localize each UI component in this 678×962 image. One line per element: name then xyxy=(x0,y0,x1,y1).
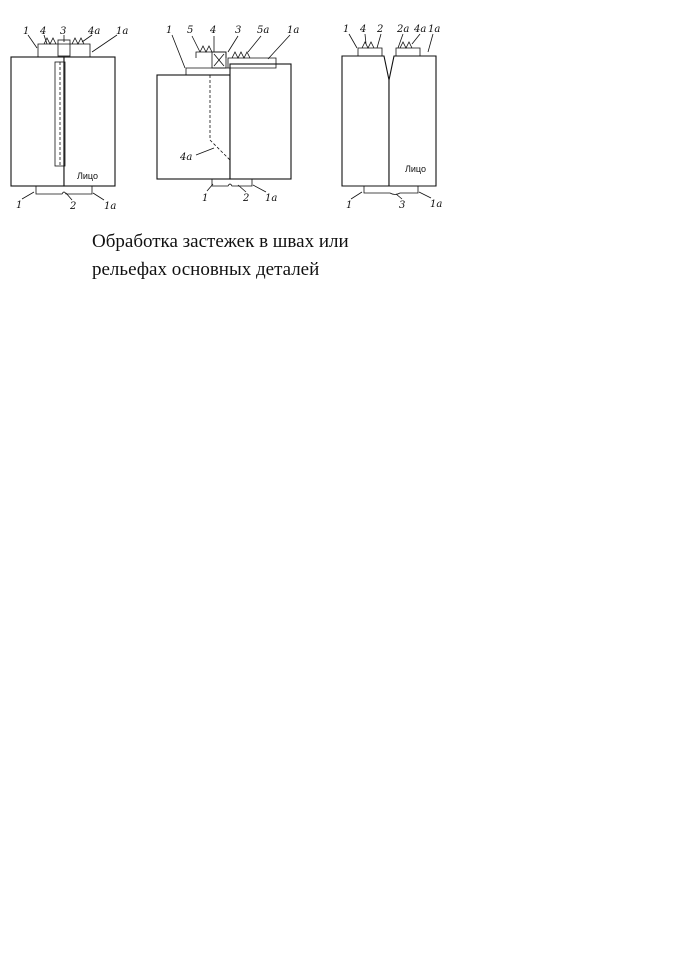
fig1-bottom-leader-1 xyxy=(22,192,34,199)
fig3-bottom-label-3: 3 xyxy=(399,200,406,211)
fig3-label-2: 2 xyxy=(377,24,384,35)
fig2-leader-5a xyxy=(248,36,261,52)
fig1-right-panel xyxy=(64,57,115,186)
fig3-label-1: 1 xyxy=(343,24,350,35)
fig2-cross-mark xyxy=(214,54,224,66)
figure-caption xyxy=(92,228,512,284)
fig1-left-panel xyxy=(11,57,64,186)
fig1-label-4a: 4а xyxy=(88,26,101,37)
fig2-leader-1 xyxy=(172,35,185,68)
fig3-leader-4a xyxy=(412,34,420,44)
fig3-label-4: 4 xyxy=(360,24,367,35)
fig3-leader-1 xyxy=(349,34,357,48)
fig3-leader-2a xyxy=(398,34,403,48)
fig3-label-2a: 2а xyxy=(397,24,410,35)
fig2-label-3: 3 xyxy=(235,25,242,36)
fig2-left-panel xyxy=(157,75,230,179)
fig2-side-label: 4а xyxy=(180,152,193,163)
fig2-bottom-leader-1a xyxy=(253,185,266,192)
fig2-label-4: 4 xyxy=(210,25,217,36)
fig2-label-1: 1 xyxy=(166,25,173,36)
fig3-leader-1a xyxy=(428,34,433,52)
fig1-label-1a: 1а xyxy=(116,26,129,37)
fig3-bottom-leader-3 xyxy=(396,194,402,199)
fig3-bottom-label-1a: 1а xyxy=(430,199,443,210)
fig1-face-label: Лицо xyxy=(77,171,98,181)
fig2-closure-diagram xyxy=(157,25,299,204)
fig2-bottom-label-1a: 1а xyxy=(265,193,278,204)
fig1-bottom-seam xyxy=(36,186,92,194)
caption-line-2: рельефах основных деталей xyxy=(92,259,320,280)
fig3-label-1a: 1а xyxy=(428,24,441,35)
fig3-label-4a: 4а xyxy=(414,24,427,35)
fig3-left-panel xyxy=(342,56,389,186)
fig1-label-1: 1 xyxy=(23,26,30,37)
caption-line-1: Обработка застежек в швах или xyxy=(92,231,349,252)
fig2-bottom-label-1: 1 xyxy=(202,193,209,204)
fig3-bottom-leader-1 xyxy=(351,192,362,199)
fig2-label-5a: 5а xyxy=(257,25,270,36)
fig1-bottom-label-1a: 1а xyxy=(104,201,117,212)
fig1-label-4: 4 xyxy=(40,26,47,37)
fig3-bottom-seam xyxy=(364,186,418,195)
fig2-bottom-label-2: 2 xyxy=(243,193,250,204)
fig1-closure-diagram xyxy=(11,26,128,212)
fig3-closure-diagram xyxy=(342,24,442,211)
fig1-leader-1a xyxy=(92,35,117,52)
fig2-leader-5 xyxy=(192,36,200,52)
fig2-bottom-leader-1 xyxy=(207,184,213,191)
fig1-label-3: 3 xyxy=(60,26,67,37)
fig3-face-label: Лицо xyxy=(405,164,426,174)
fig2-label-1a: 1а xyxy=(287,25,300,36)
fig3-leader-2 xyxy=(377,34,381,48)
fig2-right-panel xyxy=(230,64,291,179)
fig2-leader-3 xyxy=(228,36,238,52)
fig3-bottom-leader-1a xyxy=(419,192,431,198)
fig1-bottom-label-1: 1 xyxy=(16,200,23,211)
fig1-bottom-leader-1a xyxy=(93,193,104,200)
fig1-bottom-label-2: 2 xyxy=(70,201,77,212)
fig2-label-5: 5 xyxy=(187,25,194,36)
fig2-leader-1a xyxy=(268,35,290,59)
fig3-bottom-label-1: 1 xyxy=(346,200,353,211)
fig2-bottom-seam xyxy=(212,179,252,186)
fig1-top-fold xyxy=(58,40,70,56)
